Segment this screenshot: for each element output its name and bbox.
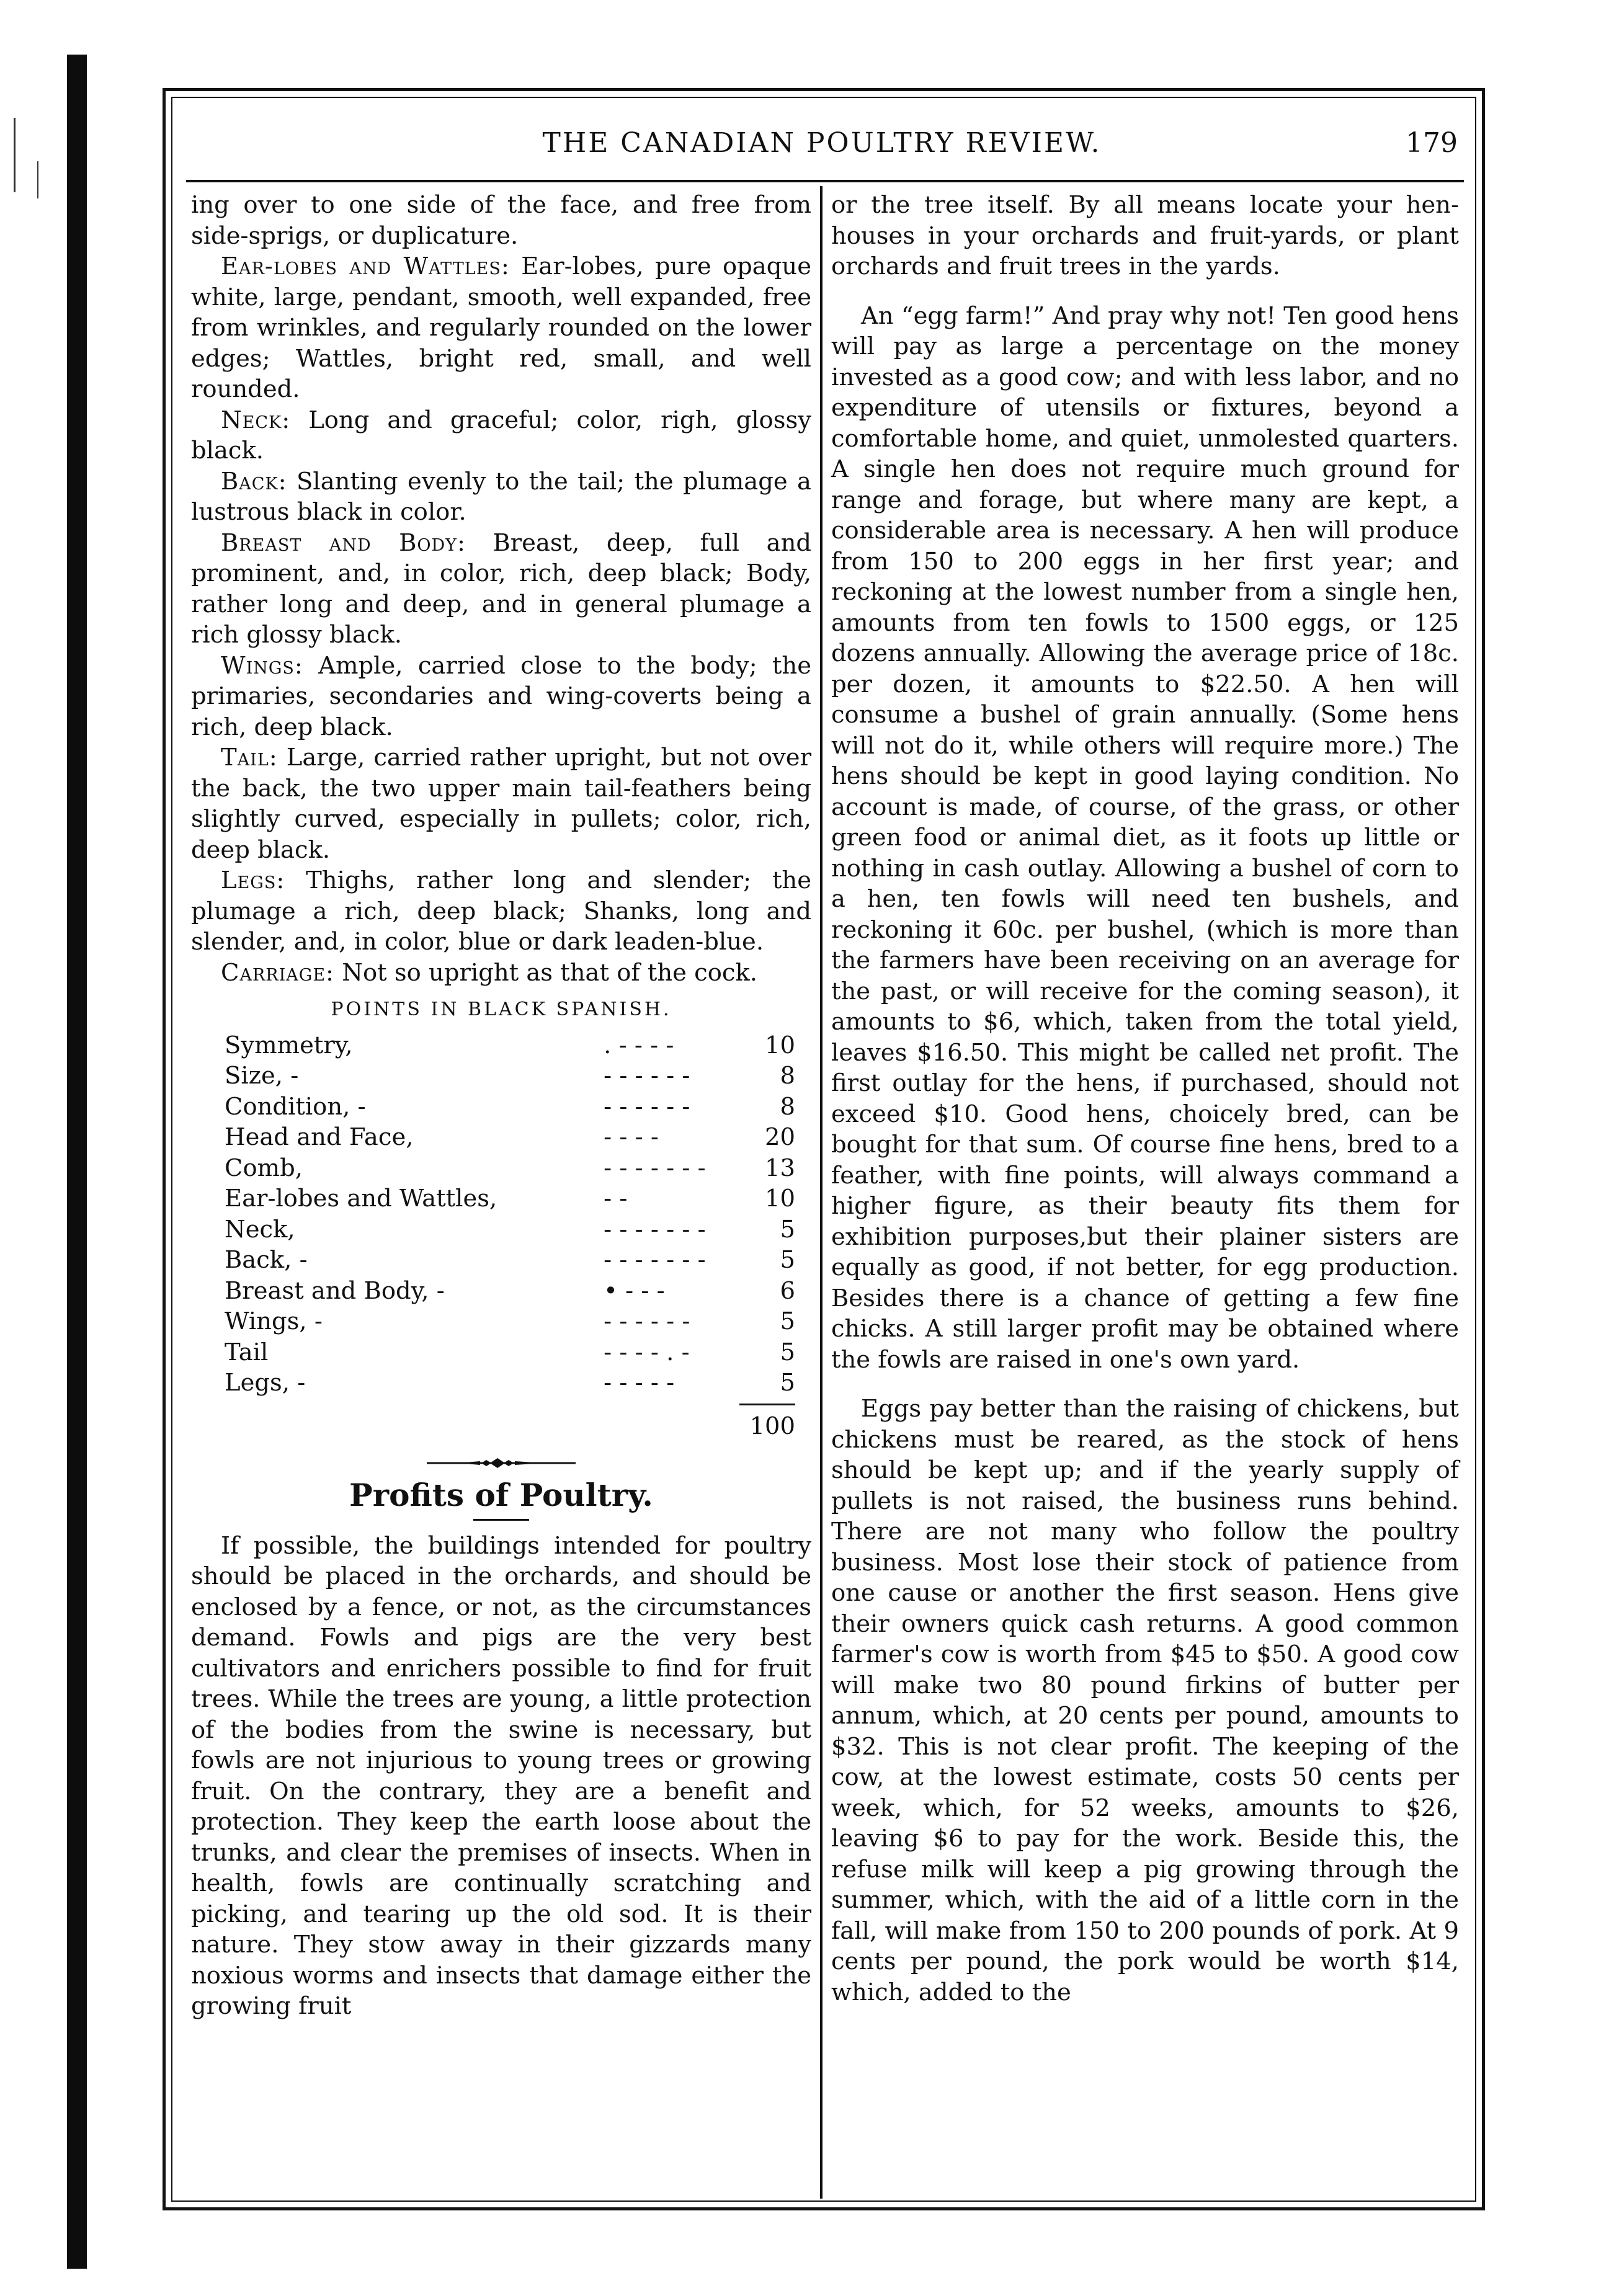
- entry-text: Large, carried rather upright, but not over the back, the two upper main tail-feathers being slightly curved, especially in pullets; color, rich, deep black.: [191, 744, 811, 864]
- article-paragraph: or the tree itself. By all means locate your hen-houses in your orchards and fruit-yards, or plant orchards and fruit trees in the yards.: [831, 191, 1459, 280]
- point-value: 5: [780, 1369, 795, 1397]
- point-leaders: . - - - -: [604, 1031, 674, 1059]
- standard-entry-breast: [191, 528, 811, 651]
- page-number: 179: [1406, 127, 1458, 159]
- entry-text: Long and graceful; color, righ, glossy black.: [191, 406, 811, 465]
- header-rule: [186, 180, 1464, 182]
- entry-label: Ear-lobes and Wattles:: [221, 252, 510, 280]
- standard-entry-carriage: [191, 958, 811, 989]
- article-paragraph: If possible, the buildings intended for poultry should be placed in the orchards, and should be enclosed by a fence, or not, as the circumstances demand. Fowls and pigs are the very best cultivators and enrichers possible to find for fruit trees. While the trees are young, a little protection of the bodies from the swine is necessary, but fowls are not injurious to young trees or growing fruit. On the contrary, they are a benefit and protection. They keep the earth loose about the trunks, and clear the premises of insects. When in health, fowls are continually scratching and picking, and tearing up the old sod. It is their nature. They stow away in their gizzards many noxious worms and insects that damage either the growing fruit: [191, 1531, 811, 2020]
- point-value: 10: [765, 1185, 795, 1213]
- table-row: [225, 1276, 795, 1307]
- point-name: Neck,: [225, 1215, 295, 1244]
- point-name: Comb,: [225, 1154, 303, 1182]
- table-row: [225, 1368, 795, 1399]
- entry-label: Legs:: [221, 866, 285, 894]
- point-value: 8: [780, 1092, 795, 1121]
- point-leaders: - - - - . -: [604, 1338, 690, 1366]
- point-leaders: - - - - - - -: [604, 1246, 706, 1274]
- point-leaders: - -: [604, 1185, 628, 1213]
- table-row: [225, 1183, 795, 1214]
- standard-entry-back: [191, 466, 811, 528]
- point-value: 8: [780, 1062, 795, 1090]
- entry-text: Not so upright as that of the cock.: [342, 958, 758, 987]
- point-name: Tail: [225, 1338, 269, 1366]
- continued-paragraph: ing over to one side of the face, and free from side-sprigs, or duplicature.: [191, 191, 811, 250]
- table-row: [225, 1306, 795, 1337]
- point-leaders: - - - - - -: [604, 1307, 690, 1335]
- standard-entry-legs: [191, 865, 811, 958]
- table-row: [225, 1061, 795, 1092]
- table-row: [225, 1153, 795, 1184]
- point-name: Size, -: [225, 1062, 299, 1090]
- table-row: [225, 1122, 795, 1153]
- point-leaders: - - - - - -: [604, 1062, 690, 1090]
- entry-label: Tail:: [221, 744, 278, 772]
- section-ornament-icon: [421, 1454, 582, 1472]
- heading-rule: [473, 1519, 529, 1521]
- entry-label: Wings:: [221, 651, 303, 680]
- entry-label: Back:: [221, 467, 287, 496]
- point-name: Wings, -: [225, 1307, 323, 1335]
- points-total: 100: [749, 1412, 795, 1440]
- table-row: [225, 1092, 795, 1123]
- table-row: [225, 1245, 795, 1276]
- table-row: [225, 1214, 795, 1245]
- point-name: Legs, -: [225, 1369, 306, 1397]
- point-value: 5: [780, 1307, 795, 1335]
- section-heading: Profits of Poultry.: [349, 1476, 653, 1513]
- point-value: 13: [765, 1154, 795, 1182]
- right-column: [831, 190, 1459, 2008]
- standard-entry-neck: [191, 405, 811, 466]
- article-paragraph: An “egg farm!” And pray why not! Ten good hens will pay as large a percentage on the money invested as a good cow; and with less labor, and no expenditure of utensils or fixtures, beyond a comfortable home, and quiet, unmolested quarters. A single hen does not require much ground for range and forage, but where many are kept, a considerable area is necessary. A hen will produce from 150 to 200 eggs in her first year; and reckoning at the lowest number from a single hen, amounts from ten fowls to 1500 eggs, or 125 dozens annually. Allowing the average price of 18c. per dozen, it amounts to $22.50. A hen will consume a bushel of grain annually. (Some hens will not do it, while others will require more.) The hens should be kept in good laying condition. No account is made, of course, of the grass, or other green food or animal diet, as it foots up little or nothing in cash outlay. Allowing a bushel of corn to a hen, ten fowls will need ten bushels, and reckoning it 60c. per bushel, (which is more than the farmers have been receiving on an average for the past, or will receive for the coming season), it amounts to $6, which, taken from the total yield, leaves $16.50. This might be called net profit. The first outlay for the hens, if purchased, should not exceed $10. Good hens, choicely bred, can be bought for that sum. Of course fine hens, bred to a feather, with fine points, will always command a higher figure, as their beauty fits them for exhibition purposes,but their plainer sisters are equally as good, if not better, for egg production. Besides there is a chance of getting a few fine chicks. A still larger profit may be obtained where the fowls are raised in one's own yard.: [831, 301, 1459, 1374]
- point-name: Back, -: [225, 1246, 308, 1274]
- scan-edge-bar: [67, 55, 87, 2269]
- article-paragraph: Eggs pay better than the raising of chickens, but chickens must be reared, as the stock of hens should be kept up; and if the yearly supply of pullets is not raised, the business runs behind. There are not many who follow the poultry business. Most lose their stock of patience from one cause or another the first season. Hens give their owners quick cash returns. A good common farmer's cow is worth from $45 to $50. A good cow will make two 80 pound firkins of butter per annum, which, at 20 cents per pound, amounts to $32. This is not clear profit. The keeping of the cow, at the lowest estimate, costs 50 cents per week, which, for 52 weeks, amounts to $26, leaving $6 to pay for the work. Beside this, the refuse milk will keep a pig growing through the summer, which, with the aid of a little corn in the fall, will make from 150 to 200 pounds of pork. At 9 cents per pound, the pork would be worth $14, which, added to the: [831, 1395, 1459, 2006]
- point-leaders: - - - - - -: [604, 1092, 690, 1121]
- sum-rule: [739, 1404, 795, 1405]
- point-leaders: • - - -: [604, 1276, 665, 1305]
- journal-title: THE CANADIAN POULTRY REVIEW.: [542, 127, 1102, 159]
- point-name: Symmetry,: [225, 1031, 353, 1059]
- point-name: Ear-lobes and Wattles,: [225, 1185, 497, 1213]
- table-row: [225, 1337, 795, 1368]
- point-value: 5: [780, 1215, 795, 1244]
- point-name: Condition, -: [225, 1092, 366, 1121]
- entry-label: Neck:: [221, 406, 291, 434]
- points-table: [225, 1030, 795, 1399]
- scan-edge-mark: [37, 161, 38, 198]
- running-header: [186, 127, 1458, 171]
- point-value: 6: [780, 1276, 795, 1305]
- entry-label: Breast and Body:: [221, 528, 466, 557]
- points-total-row: [225, 1399, 795, 1443]
- standard-entry-tail: [191, 742, 811, 865]
- point-leaders: - - - -: [604, 1123, 659, 1151]
- point-leaders: - - - - -: [604, 1369, 675, 1397]
- entry-text: Ear-lobes, pure opaque white, large, pendant, smooth, well expanded, free from wrinkles, and regularly rounded on the lower edges; Wattles, bright red, small, and well rounded.: [191, 252, 811, 403]
- scan-edge-mark: [14, 118, 16, 192]
- point-name: Head and Face,: [225, 1123, 414, 1151]
- table-row: [225, 1030, 795, 1061]
- point-leaders: - - - - - - -: [604, 1215, 706, 1244]
- entry-text: Ample, carried close to the body; the primaries, secondaries and wing-coverts being a rich, deep black.: [191, 651, 811, 741]
- column-rule: [820, 186, 823, 2199]
- entry-text: Breast, deep, full and prominent, and, in color, rich, deep black; Body, rather long and deep, and in general plumage a rich glossy black.: [191, 528, 812, 649]
- standard-entry-wings: [191, 651, 811, 743]
- entry-label: Carriage:: [221, 958, 335, 987]
- point-value: 10: [765, 1031, 795, 1059]
- points-table-title: POINTS IN BLACK SPANISH.: [331, 999, 672, 1020]
- entry-text: Thighs, rather long and slender; the plumage a rich, deep black; Shanks, long and slender, and, in color, blue or dark leaden-blue.: [191, 866, 811, 956]
- point-leaders: - - - - - - -: [604, 1154, 706, 1182]
- point-name: Breast and Body, -: [225, 1276, 445, 1305]
- standard-entry-ear-lobes: [191, 251, 811, 405]
- entry-text: Slanting evenly to the tail; the plumage a lustrous black in color.: [191, 467, 811, 526]
- point-value: 20: [765, 1123, 795, 1151]
- left-column: [191, 190, 811, 2022]
- point-value: 5: [780, 1246, 795, 1274]
- point-value: 5: [780, 1338, 795, 1366]
